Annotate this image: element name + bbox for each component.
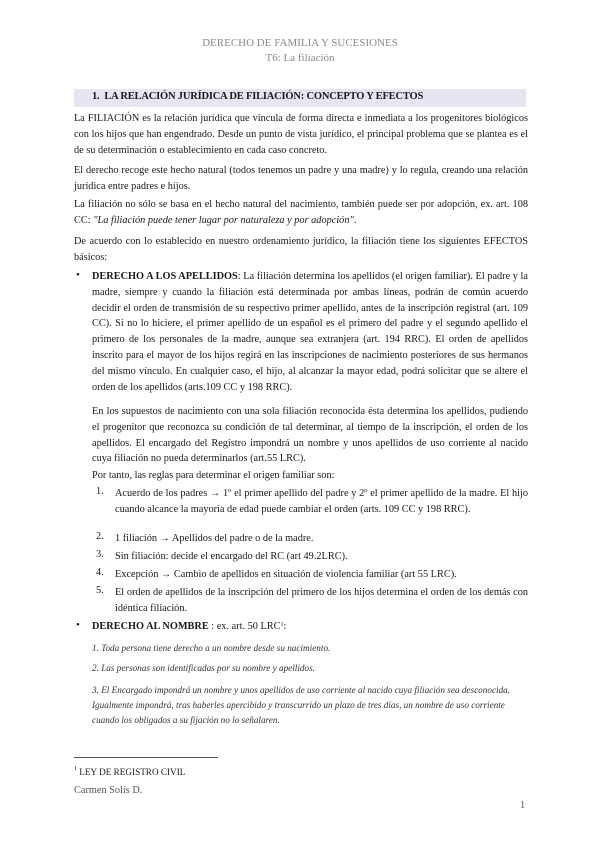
footnote-number: 1: [74, 766, 77, 772]
intro-paragraph-3: La filiación no sólo se basa en el hecho natural del nacimiento, también puede ser por adopción, ex. art. 108 CC: "La filiación puede tener lugar por naturaleza y por adopción".: [74, 199, 528, 226]
rule-item: El orden de apellidos de la inscripción del primero de los hijos determina el orden de los demás con idéntica filiación.: [115, 587, 528, 614]
header-subtitle: T6: La filiación: [265, 52, 335, 64]
rule-item: Acuerdo de los padres → 1º el primer apellido del padre y 2º el primer apellido de la madre. El hijo cuando alcance la mayoría de edad puede cambiar el orden (arts. 109 CC y 198 RRC).: [115, 488, 528, 515]
page-header: [0, 36, 600, 66]
rule-number: 4.: [96, 567, 104, 578]
effect-nombre-heading: DERECHO AL NOMBRE: [92, 621, 209, 632]
footnote-reference[interactable]: 1: [280, 622, 284, 628]
rule-item: Excepción → Cambio de apellidos en situación de violencia familiar (art 55 LRC).: [115, 569, 457, 580]
intro-paragraph-2: El derecho recoge este hecho natural (todos tenemos un padre y una madre) y lo regula, creando una relación jurídica entre padres e hijos.: [74, 165, 528, 192]
effect-apellidos-paragraph-2: En los supuestos de nacimiento con una sola filiación reconocida ésta determina los apellidos, pudiendo el progenitor que reconozca su condición de tal determinar, al tiempo de la inscripción, el orden de los apellidos. El encargado del Registro impondrá un nombre y unos apellidos de uso corriente al nacido cuya filiación no pueda determinarlos (art.55 LRC).: [92, 406, 528, 465]
intro-paragraph-4: De acuerdo con lo establecido en nuestro ordenamiento jurídico, la filiación tiene los siguientes EFECTOS básicos:: [74, 236, 528, 263]
effect-apellidos-heading: DERECHO A LOS APELLIDOS: [92, 271, 238, 282]
rule-number: 5.: [96, 585, 104, 596]
footnote-divider: [74, 757, 218, 758]
rule-number: 1.: [96, 486, 104, 497]
intro-paragraph-1: La FILIACIÓN es la relación jurídica que vincula de forma directa e inmediata a los progenitores biológicos con los hijos que han engendrado. Desde un punto de vista jurídico, el principal problema que se plantea es el de su determinación o establecimiento en cada caso concreto.: [74, 113, 528, 156]
rule-number: 2.: [96, 531, 104, 542]
art50-item: 3. El Encargado impondrá un nombre y unos apellidos de uso corriente al nacido cuya filiación sea desconocida. Igualmente impondrá, tras haberles apercibido y transcurrido un plazo de tres días, un nombre de uso corriente cuando los obligados a su fijación no lo señalaren.: [92, 685, 511, 725]
header-title: DERECHO DE FAMILIA Y SUCESIONES: [202, 37, 398, 49]
section-heading: [92, 91, 423, 102]
rule-number: 3.: [96, 549, 104, 560]
rule-item: Sin filiación: decide el encargado del RC (art 49.2LRC).: [115, 551, 348, 562]
bullet-icon: •: [76, 619, 80, 631]
effect-apellidos-paragraph-3: Por tanto, las reglas para determinar el origen familiar son:: [92, 470, 335, 481]
section-title: LA RELACIÓN JURÍDICA DE FILIACIÓN: CONCEPTO Y EFECTOS: [104, 91, 424, 102]
rule-item: 1 filiación → Apellidos del padre o de la madre.: [115, 533, 314, 544]
art50-item: 2. Las personas son identificadas por su nombre y apellidos.: [92, 663, 315, 673]
footnote-text: LEY DE REGISTRO CIVIL: [79, 767, 186, 777]
page-number: 1: [520, 800, 526, 811]
effect-apellidos-paragraph: DERECHO A LOS APELLIDOS: La filiación determina los apellidos (el origen familiar). El padre y la madre, siempre y cuando la filiación está determinada por ambas líneas, podrán de común acuerdo decidir el orden de transmisión de su respectivo primer apellido, antes de la inscripción registral (art. 109 CC). Si no lo hiciere, el primer apellido de un español es el primero del padre y el segundo apellido el primero de los personales de la madre, aunque sea extranjera (art. 194 RRC). El orden de apellidos inscrito para el mayor de los hijos regirá en las inscripciones de nacimiento posteriores de sus hermanos del mismo vínculo. En cualquier caso, el hijo, al alcanzar la mayor edad, podrá solicitar que se altere el orden de los apellidos (arts.109 CC y 198 RRC).: [92, 271, 528, 393]
art50-item: 1. Toda persona tiene derecho a un nombre desde su nacimiento.: [92, 643, 331, 653]
section-number: 1.: [92, 91, 100, 102]
bullet-icon: •: [76, 269, 80, 281]
effect-nombre-paragraph: DERECHO AL NOMBRE : ex. art. 50 LRC$^1$:: [92, 621, 287, 632]
author-name: Carmen Solís D.: [74, 785, 143, 796]
adoption-quote: "La filiación puede tener lugar por naturaleza y por adopción": [93, 214, 354, 226]
footnote: [74, 767, 185, 777]
